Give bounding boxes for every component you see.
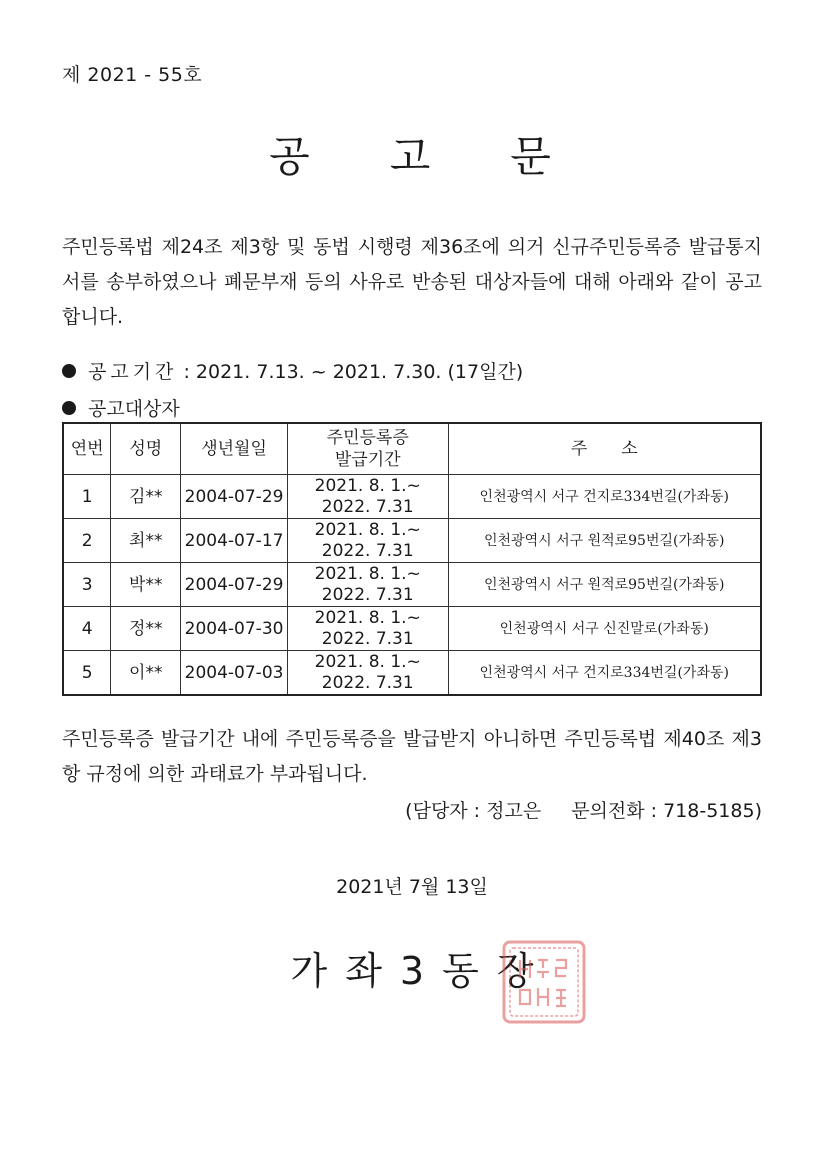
cell-period — [287, 519, 448, 563]
header-address: 주 소 — [448, 423, 761, 475]
cell-no: 5 — [63, 651, 111, 696]
table-row — [63, 563, 761, 607]
document-number: 제 2021 - 55호 — [62, 64, 203, 86]
cell-no: 1 — [63, 475, 111, 519]
title-char: 공 — [269, 132, 314, 181]
cell-no: 2 — [63, 519, 111, 563]
notice-targets-label: 공고대상자 — [88, 398, 180, 420]
cell-birth: 2004-07-29 — [181, 563, 288, 607]
cell-name: 이** — [111, 651, 181, 696]
notice-period-value: 2021. 7.13. ~ 2021. 7.30. (17일간) — [195, 361, 524, 383]
official-seal-icon — [500, 938, 588, 1026]
cell-name: 김** — [111, 475, 181, 519]
notice-period-label: 공고기간 — [88, 361, 178, 383]
cell-address: 인천광역시 서구 신진말로(가좌동) — [448, 607, 761, 651]
notice-period-colon: : — [183, 361, 190, 383]
period-start: 2021. 8. 1.~ — [314, 563, 421, 584]
issuer-name: 가좌3동장 — [290, 949, 552, 993]
cell-no: 4 — [63, 607, 111, 651]
header-period — [287, 423, 448, 475]
cell-no: 3 — [63, 563, 111, 607]
cell-birth: 2004-07-30 — [181, 607, 288, 651]
header-period-line2: 발급기간 — [334, 450, 401, 470]
issue-date: 2021년 7월 13일 — [336, 876, 488, 898]
table-row — [63, 519, 761, 563]
cell-address: 인천광역시 서구 건지로334번길(가좌동) — [448, 651, 761, 696]
page-title — [0, 124, 824, 184]
period-end: 2022. 7.31 — [321, 628, 414, 649]
period-end: 2022. 7.31 — [321, 540, 414, 561]
targets-table — [62, 422, 762, 696]
bullet-icon — [62, 401, 76, 415]
period-start: 2021. 8. 1.~ — [314, 475, 421, 496]
cell-address: 인천광역시 서구 원적로95번길(가좌동) — [448, 519, 761, 563]
contact-phone: 문의전화 : 718-5185) — [571, 800, 762, 822]
notice-targets — [62, 394, 180, 421]
period-end: 2022. 7.31 — [321, 672, 414, 693]
cell-address: 인천광역시 서구 원적로95번길(가좌동) — [448, 563, 761, 607]
table-row — [63, 651, 761, 696]
cell-period — [287, 607, 448, 651]
header-name: 성명 — [111, 423, 181, 475]
cell-period — [287, 563, 448, 607]
header-birth: 생년월일 — [181, 423, 288, 475]
period-end: 2022. 7.31 — [321, 496, 414, 517]
period-start: 2021. 8. 1.~ — [314, 607, 421, 628]
header-period-line1: 주민등록증 — [326, 428, 409, 448]
cell-period — [287, 651, 448, 696]
table-row — [63, 607, 761, 651]
contact-info — [405, 796, 762, 823]
period-end: 2022. 7.31 — [321, 584, 414, 605]
cell-period — [287, 475, 448, 519]
cell-birth: 2004-07-03 — [181, 651, 288, 696]
cell-birth: 2004-07-17 — [181, 519, 288, 563]
cell-name: 정** — [111, 607, 181, 651]
cell-birth: 2004-07-29 — [181, 475, 288, 519]
intro-paragraph: 주민등록법 제24조 제3항 및 동법 시행령 제36조에 의거 신규주민등록증 발급통지서를 송부하였으나 폐문부재 등의 사유로 반송된 대상자들에 대해 아래와 같이 공고합니다. — [62, 236, 762, 328]
title-char: 문 — [510, 132, 555, 181]
table-row — [63, 475, 761, 519]
notice-period — [62, 357, 523, 384]
period-start: 2021. 8. 1.~ — [314, 519, 421, 540]
header-no: 연번 — [63, 423, 111, 475]
cell-name: 박** — [111, 563, 181, 607]
period-start: 2021. 8. 1.~ — [314, 651, 421, 672]
bullet-icon — [62, 364, 76, 378]
title-char: 고 — [389, 132, 435, 181]
penalty-paragraph: 주민등록증 발급기간 내에 주민등록증을 발급받지 아니하면 주민등록법 제40조 제3항 규정에 의한 과태료가 부과됩니다. — [62, 728, 762, 785]
cell-address: 인천광역시 서구 건지로334번길(가좌동) — [448, 475, 761, 519]
cell-name: 최** — [111, 519, 181, 563]
table-header-row — [63, 423, 761, 475]
contact-manager: (담당자 : 정고은 — [405, 800, 542, 822]
